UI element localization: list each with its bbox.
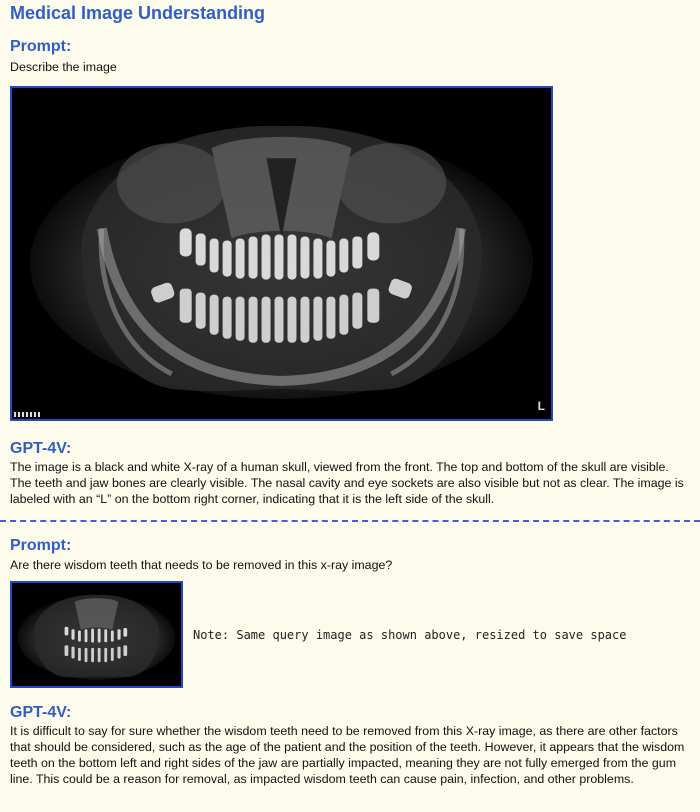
panoramic-xray-thumbnail (12, 583, 181, 686)
page-title: Medical Image Understanding (10, 3, 266, 23)
response-text: The image is a black and white X-ray of a human skull, viewed from the front. The top and bottom of the skull are visible. The teeth and jaw bones are clearly visible. The nasal cavity and eye sockets are also visible but not as clear. The image is labeled with an “L” on the bottom right corner, indicating that it is the left side of the skull. (10, 460, 684, 506)
xray-side-label: L (537, 399, 545, 413)
panoramic-xray-graphic (12, 88, 551, 419)
scale-bar (14, 412, 40, 417)
response-heading: GPT-4V: (10, 704, 72, 721)
xray-image-large (10, 86, 553, 421)
resize-note: Note: Same query image as shown above, resized to save space (193, 628, 627, 642)
section-divider (0, 520, 700, 522)
xray-image-small (10, 581, 183, 688)
response-text: It is difficult to say for sure whether the wisdom teeth need to be removed from this X-ray image, as there are other factors that should be considered, such as the age of the patient and the position of the teeth. However, it appears that the wisdom teeth on the bottom left and right sides of the jaw are partially impacted, meaning they are not fully emerged from the gum line. This could be a reason for removal, as impacted wisdom teeth can cause pain, infection, and other problems. (10, 724, 685, 786)
response-heading: GPT-4V: (10, 440, 72, 457)
prompt-text: Describe the image (10, 60, 117, 74)
prompt-heading: Prompt: (10, 38, 72, 55)
prompt-heading: Prompt: (10, 537, 72, 554)
prompt-text: Are there wisdom teeth that needs to be removed in this x-ray image? (10, 558, 393, 572)
